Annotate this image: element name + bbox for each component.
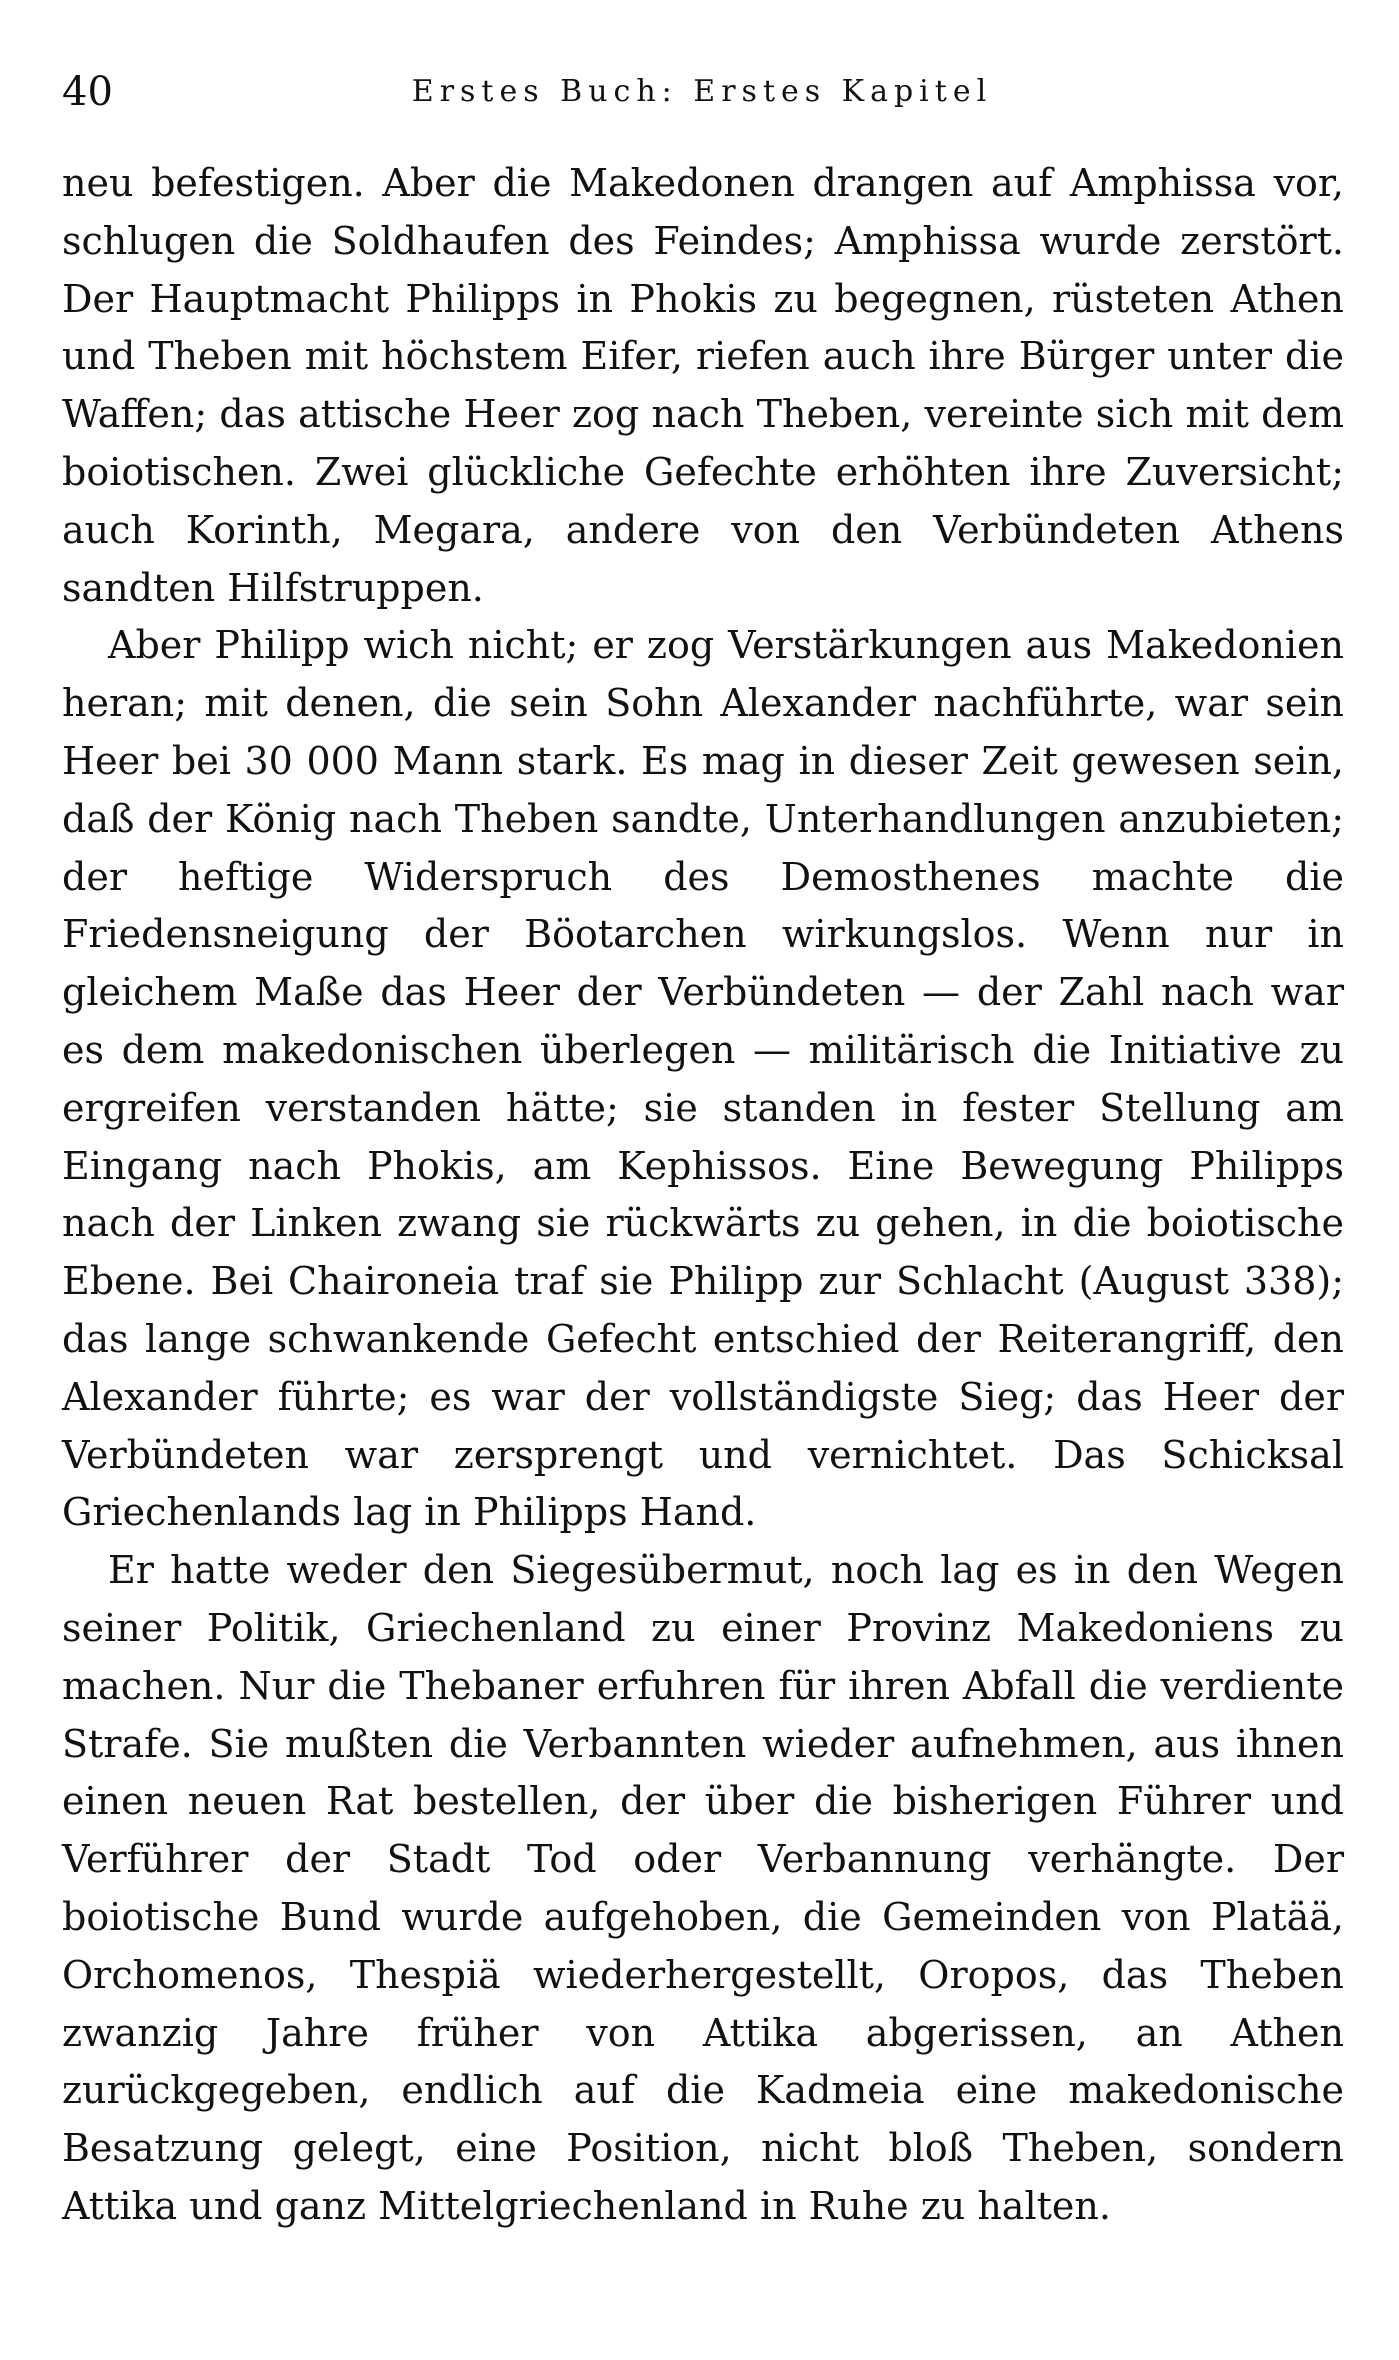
body-text — [62, 155, 1344, 2236]
running-title: Erstes Buch: Erstes Kapitel — [411, 74, 993, 109]
running-head — [62, 62, 1342, 122]
paragraph-2: Aber Philipp wich nicht; er zog Verstärkungen aus Makedonien heran; mit denen, die sein Sohn Alexander nachführte, war sein Heer bei 30 000 Mann stark. Es mag in dieser Zeit gewesen sein, daß der König nach Theben sandte, Unterhandlungen anzubieten; der heftige Widerspruch des Demosthenes machte die Friedensneigung der Böotarchen wirkungslos. Wenn nur in gleichem Maße das Heer der Verbündeten — der Zahl nach war es dem makedonischen überlegen — militärisch die Initiative zu ergreifen verstanden hätte; sie standen in fester Stellung am Eingang nach Phokis, am Kephissos. Eine Bewegung Philipps nach der Linken zwang sie rückwärts zu gehen, in die boiotische Ebene. Bei Chaironeia traf sie Philipp zur Schlacht (August 338); das lange schwankende Gefecht entschied der Reiterangriff, den Alexander führte; es war der vollständigste Sieg; das Heer der Verbündeten war zersprengt und vernichtet. Das Schicksal Griechenlands lag in Philipps Hand. — [62, 623, 1344, 1535]
page-number: 40 — [62, 69, 113, 115]
paragraph-3: Er hatte weder den Siegesübermut, noch lag es in den Wegen seiner Politik, Griechenland zu einer Provinz Makedoniens zu machen. Nur die Thebaner erfuhren für ihren Abfall die verdiente Strafe. Sie mußten die Verbannten wieder aufnehmen, aus ihnen einen neuen Rat bestellen, der über die bisherigen Führer und Verführer der Stadt Tod oder Verbannung verhängte. Der boiotische Bund wurde aufgehoben, die Gemeinden von Platää, Orchomenos, Thespiä wiederhergestellt, Oropos, das Theben zwanzig Jahre früher von Attika abgerissen, an Athen zurückgegeben, endlich auf die Kadmeia eine makedonische Besatzung gelegt, eine Position, nicht bloß Theben, sondern Attika und ganz Mittelgriechenland in Ruhe zu halten. — [62, 1548, 1344, 2228]
paragraph-1: neu befestigen. Aber die Makedonen drangen auf Amphissa vor, schlugen die Soldhaufen des Feindes; Amphissa wurde zerstört. Der Hauptmacht Philipps in Phokis zu begegnen, rüsteten Athen und Theben mit höchstem Eifer, riefen auch ihre Bürger unter die Waffen; das attische Heer zog nach Theben, vereinte sich mit dem boiotischen. Zwei glückliche Gefechte erhöhten ihre Zuversicht; auch Korinth, Megara, andere von den Verbündeten Athens sandten Hilfstruppen. — [62, 161, 1344, 610]
